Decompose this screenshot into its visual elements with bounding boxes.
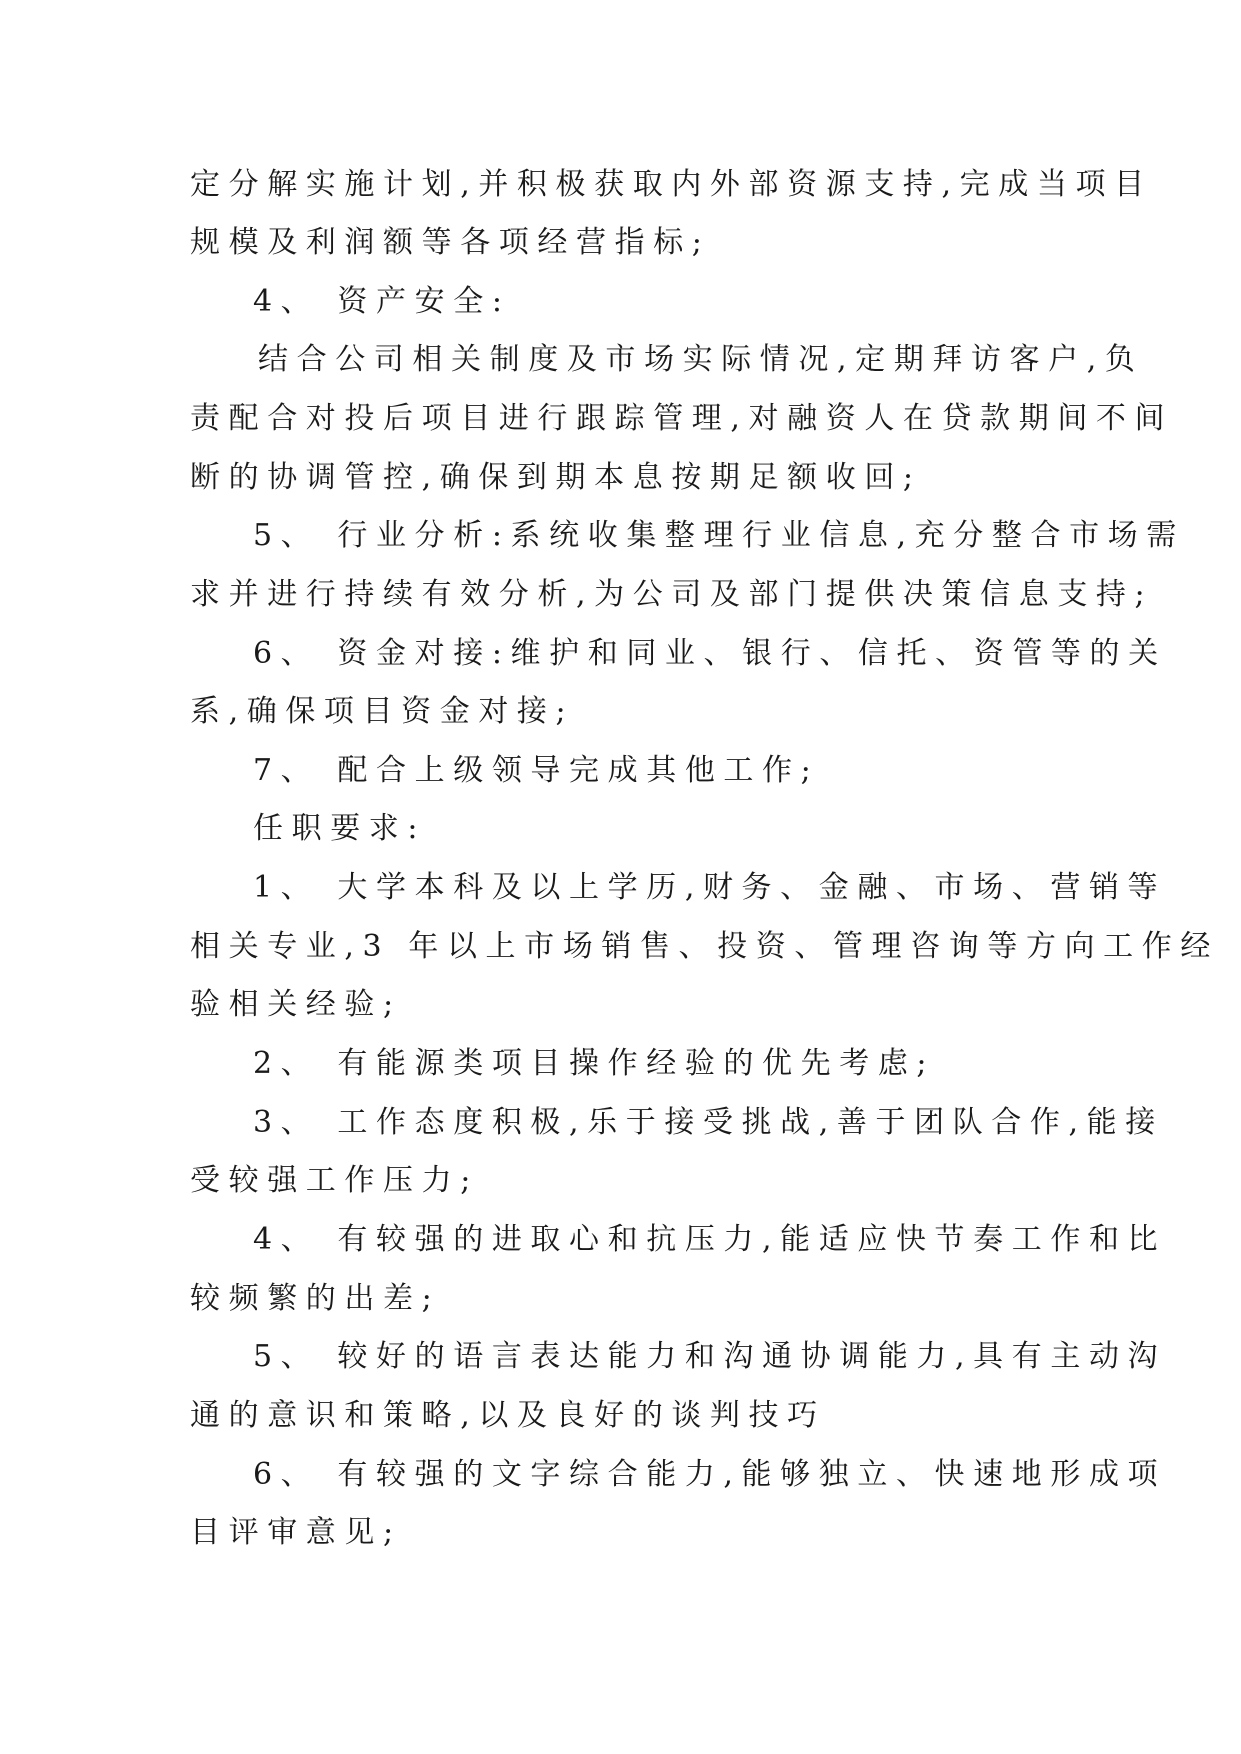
text-line: 相关专业,3 年以上市场销售、投资、管理咨询等方向工作经: [190, 929, 1219, 964]
text-line: 较频繁的出差;: [190, 1281, 441, 1316]
text-line: 6、 有较强的文字综合能力,能够独立、快速地形成项: [253, 1457, 1167, 1492]
text-line: 规模及利润额等各项经营指标;: [190, 225, 711, 260]
text-line: 5、 行业分析:系统收集整理行业信息,充分整合市场需: [253, 518, 1185, 553]
text-line: 4、 有较强的进取心和抗压力,能适应快节奏工作和比: [253, 1222, 1167, 1257]
text-line: 5、 较好的语言表达能力和沟通协调能力,具有主动沟: [253, 1339, 1167, 1374]
text-line: 4、 资产安全:: [253, 284, 511, 319]
text-line: 系,确保项目资金对接;: [190, 694, 575, 729]
text-line: 结合公司相关制度及市场实际情况,定期拜访客户,负: [258, 342, 1144, 377]
text-line: 求并进行持续有效分析,为公司及部门提供决策信息支持;: [190, 577, 1154, 612]
text-line: 验相关经验;: [190, 987, 402, 1022]
text-line: 任职要求:: [253, 811, 427, 846]
text-line: 7、 配合上级领导完成其他工作;: [253, 753, 820, 788]
text-line: 受较强工作压力;: [190, 1163, 479, 1198]
text-line: 定分解实施计划,并积极获取内外部资源支持,完成当项目: [190, 167, 1153, 202]
text-line: 6、 资金对接:维护和同业、银行、信托、资管等的关: [253, 636, 1167, 671]
text-line: 2、 有能源类项目操作经验的优先考虑;: [253, 1046, 936, 1081]
text-line: 目评审意见;: [190, 1515, 402, 1550]
text-line: 3、 工作态度积极,乐于接受挑战,善于团队合作,能接: [253, 1105, 1164, 1140]
text-line: 责配合对投后项目进行跟踪管理,对融资人在贷款期间不间: [190, 401, 1174, 436]
text-line: 断的协调管控,确保到期本息按期足额收回;: [190, 460, 922, 495]
text-line: 通的意识和策略,以及良好的谈判技巧: [190, 1398, 826, 1433]
text-line: 1、 大学本科及以上学历,财务、金融、市场、营销等: [253, 870, 1167, 905]
